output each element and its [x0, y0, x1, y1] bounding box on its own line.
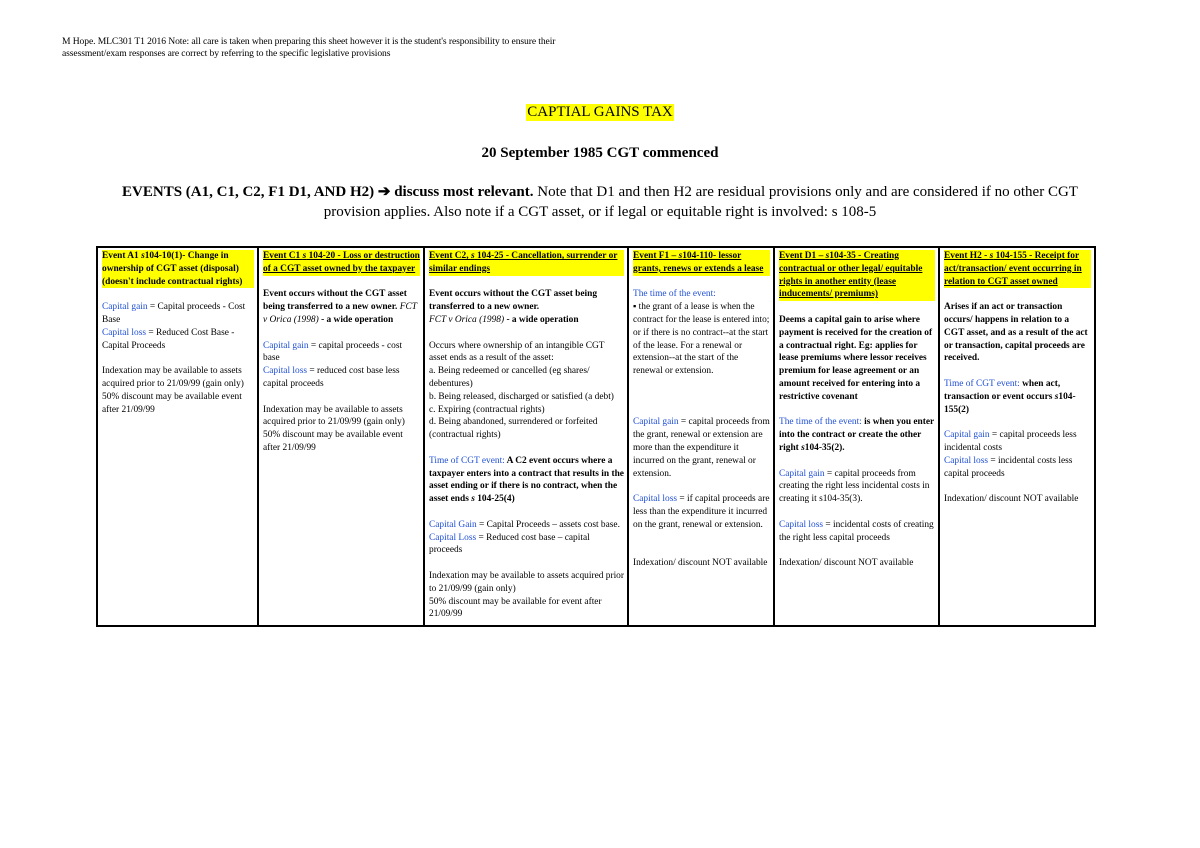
cgt-events-table [96, 246, 1096, 627]
event-a1-loss-text: = Reduced Cost Base - Capital Proceeds [102, 327, 235, 351]
event-h2-gain-text: = capital proceeds less incidental costs [944, 430, 1077, 453]
event-f1-heading [633, 250, 770, 276]
event-c2-gain-label: Capital Gain [429, 519, 477, 530]
event-c2-indexation: Indexation may be available to assets acquired prior to 21/09/99 (gain only) [429, 570, 624, 594]
list-item: b. Being released, discharged or satisfied (a debt) [429, 391, 614, 402]
event-f1-loss-text: = if capital proceeds are less than the expenditure it incurred on the grant, renewal or extension. [633, 494, 770, 530]
event-c1-loss-text: = reduced cost base less capital proceeds [263, 366, 400, 389]
event-a1-gain-label: Capital gain [102, 302, 148, 313]
event-h2-heading-part: Event H2 - [944, 251, 990, 261]
event-f1-loss-label: Capital loss [633, 494, 678, 505]
event-c2-loss-text: = Reduced cost base – capital proceeds [429, 532, 590, 556]
event-d1-heading-part: Event D1 – [779, 251, 826, 261]
event-h2-heading-part2: 104-155 - Receipt for act/transaction/ event occurring in relation to CGT asset owned [944, 251, 1082, 287]
event-c1-cell [258, 247, 424, 626]
event-f1-indexation: Indexation/ discount NOT available [633, 558, 768, 569]
event-c1-occurs-text: Event occurs without the CGT asset being transferred to a new owner. [263, 289, 407, 313]
event-c2-loss [429, 532, 624, 558]
event-f1-time-text: the grant of a lease is when the contract for the lease is entered into; or if there is no contract--at the start of the lease. For a renewal or extension--at the start of the renewal or extension. [633, 302, 770, 377]
event-c2-time-ref: 104-25(4) [474, 494, 515, 505]
list-item: c. Expiring (contractual rights) [429, 404, 545, 415]
header-note-line-2: assessment/exam responses are correct by referring to the specific legislative provisions [62, 48, 391, 59]
event-f1-cell [628, 247, 774, 626]
page-title: CAPTIAL GAINS TAX [527, 104, 673, 120]
event-f1-time-label: The time of the event: [633, 289, 716, 300]
event-d1-gain [779, 468, 935, 506]
event-h2-heading-s: s [989, 251, 994, 261]
event-f1-heading-part2: 104-110- lessor grants, renews or extends a lease [633, 251, 764, 274]
event-h2-cell [939, 247, 1095, 626]
event-d1-time-ref: 104-35(2). [804, 442, 845, 453]
event-a1-loss-label: Capital loss [102, 327, 147, 338]
table-row [97, 247, 1095, 626]
event-c1-discount: 50% discount may be available event after 21/09/99 [263, 430, 403, 453]
event-d1-time-label: The time of the event: [779, 417, 862, 428]
event-a1-heading-part2: 104-10(1)- Change in ownership of CGT asset (disposal) [102, 251, 239, 274]
right-arrow-icon: ➔ [377, 184, 391, 200]
event-a1-heading-s: s [141, 251, 145, 261]
event-c1-gain-label: Capital gain [263, 340, 309, 351]
event-c1-heading-part: Event C1 [263, 251, 303, 261]
event-f1-loss [633, 493, 770, 531]
event-h2-gain-label: Capital gain [944, 430, 990, 441]
event-a1-gain [102, 301, 254, 327]
event-h2-arises: Arises if an act or transaction occurs/ happens in relation to a CGT asset, and as a result of the act or transaction, capital proceeds are received. [944, 302, 1088, 364]
event-d1-time-text: is when you enter into the contract or create the other right [779, 417, 935, 453]
event-f1-gain [633, 416, 770, 480]
event-c1-gain-text: = capital proceeds - cost base [263, 340, 403, 364]
page-subtitle: 20 September 1985 CGT commenced [481, 145, 719, 161]
event-d1-heading-part2: 104-35 - Creating contractual or other legal/ equitable rights in another entity (lease inducements/ premiums) [779, 251, 923, 300]
event-a1-subheading: (doesn't include contractual rights) [102, 276, 254, 289]
event-d1-gain-label: Capital gain [779, 468, 825, 479]
event-c1-heading [263, 250, 420, 276]
event-c1-indexation: Indexation may be available to assets acquired prior to 21/09/99 (gain only) [263, 404, 405, 428]
event-c1-heading-part2: 104-20 - Loss or destruction of a CGT asset owned by the taxpayer [263, 251, 420, 274]
event-a1-discount: 50% discount may be available event after 21/09/99 [102, 391, 242, 415]
events-intro-text: Note that D1 and then H2 are residual provisions only and are considered if no other CGT provision applies. Also note if a CGT asset, or if legal or equitable right is involved: s 108-5 [323, 184, 1078, 220]
event-c2-heading-s: s [470, 251, 475, 261]
title-wrap [0, 103, 1200, 121]
event-f1-heading-part: Event F1 – [633, 251, 679, 261]
event-a1-gain-text: = Capital proceeds - Cost Base [102, 302, 246, 325]
event-a1-indexation: Indexation may be available to assets acquired prior to 21/09/99 (gain only) [102, 366, 244, 389]
event-c2-wide: - a wide operation [504, 314, 579, 325]
event-h2-time-ref: 104-155(2) [944, 391, 1076, 415]
event-f1-heading-s: s [678, 251, 683, 261]
event-h2-time [944, 378, 1091, 416]
event-c2-loss-label: Capital Loss [429, 532, 477, 543]
event-a1-heading-part: Event A1 [102, 251, 142, 261]
event-c2-occurs: Event occurs without the CGT asset being transferred to a new owner. [429, 289, 598, 313]
event-c2-heading-part: Event C2, [429, 251, 471, 261]
list-item: d. Being abandoned, surrendered or forfeited (contractual rights) [429, 417, 598, 441]
event-d1-heading [779, 250, 935, 301]
list-item: a. Being redeemed or cancelled (eg shares/ debentures) [429, 366, 590, 389]
events-intro-heading: EVENTS (A1, C1, C2, F1 D1, AND H2) [122, 184, 375, 200]
event-d1-loss-text: = incidental costs of creating the right less capital proceeds [779, 519, 934, 543]
event-c2-case-line [429, 314, 624, 327]
event-a1-cell [97, 247, 258, 626]
event-c2-discount: 50% discount may be available for event after 21/09/99 [429, 596, 602, 620]
event-c1-occurs [263, 288, 420, 326]
event-c1-loss-label: Capital loss [263, 366, 308, 377]
event-d1-heading-s: s [825, 251, 830, 261]
event-c1-case: FCT v Orica (1998) [263, 302, 417, 325]
event-c2-time-text: A C2 event occurs where a taxpayer enters into a contract that results in the asset ending or if there is no contract, when the asset ends [429, 455, 624, 505]
event-c2-time [429, 455, 624, 506]
event-d1-loss [779, 519, 935, 545]
events-intro-emphasis: discuss most relevant. [394, 184, 534, 200]
event-h2-heading [944, 250, 1091, 288]
event-c1-loss [263, 365, 420, 391]
event-h2-time-label: Time of CGT event: [944, 378, 1020, 389]
event-c2-gain-text: = Capital Proceeds – assets cost base. [476, 519, 620, 530]
event-h2-gain [944, 429, 1091, 455]
event-f1-gain-text: = capital proceeds from the grant, renewal or extension are more than the expenditure it incurred on the grant, renewal or extension. [633, 417, 770, 479]
event-a1-heading [102, 250, 254, 276]
event-h2-indexation: Indexation/ discount NOT available [944, 494, 1079, 505]
event-d1-deems: Deems a capital gain to arise where payment is received for the creation of a contractual right. Eg: applies for lease premiums where lessor receives premium for lease agreement or an amount received for entering into a restrictive covenant [779, 314, 933, 402]
event-c2-occurs-where: Occurs where ownership of an intangible CGT asset ends as a result of the asset: [429, 340, 605, 364]
header-note [62, 36, 762, 60]
event-h2-loss-label: Capital loss [944, 455, 989, 466]
event-d1-loss-label: Capital loss [779, 519, 824, 530]
event-c2-time-s: s [471, 494, 475, 505]
event-f1-time [633, 301, 770, 378]
event-d1-time [779, 416, 935, 454]
event-d1-gain-text: = capital proceeds from creating the right less incidental costs in creating it s104-35(3). [779, 468, 930, 505]
event-c1-wide: - a wide operation [318, 314, 394, 325]
event-c2-cell [424, 247, 628, 626]
event-c1-gain [263, 340, 420, 366]
header-note-line-1: M Hope. MLC301 T1 2016 Note: all care is taken when preparing this sheet however it is the student's responsibility to ensure their [62, 36, 556, 47]
event-c2-time-label: Time of CGT event: [429, 455, 505, 466]
event-h2-time-text: when act, transaction or event occurs [944, 378, 1061, 402]
event-c2-heading [429, 250, 624, 276]
event-c2-case: FCT v Orica (1998) [429, 314, 505, 325]
events-intro [95, 182, 1105, 222]
event-h2-time-s: s [1054, 391, 1059, 402]
event-c2-gain [429, 519, 624, 532]
event-h2-loss [944, 455, 1091, 481]
event-d1-time-s: s [801, 442, 805, 453]
event-a1-loss [102, 327, 254, 353]
bullet-icon: ▪ [633, 302, 637, 313]
event-f1-gain-label: Capital gain [633, 417, 679, 428]
event-d1-indexation: Indexation/ discount NOT available [779, 558, 914, 569]
event-c2-heading-part2: 104-25 - Cancellation, surrender or similar endings [429, 251, 618, 274]
event-d1-cell [774, 247, 939, 626]
event-h2-loss-text: = incidental costs less capital proceeds [944, 455, 1073, 479]
event-c1-heading-s: s [302, 251, 307, 261]
